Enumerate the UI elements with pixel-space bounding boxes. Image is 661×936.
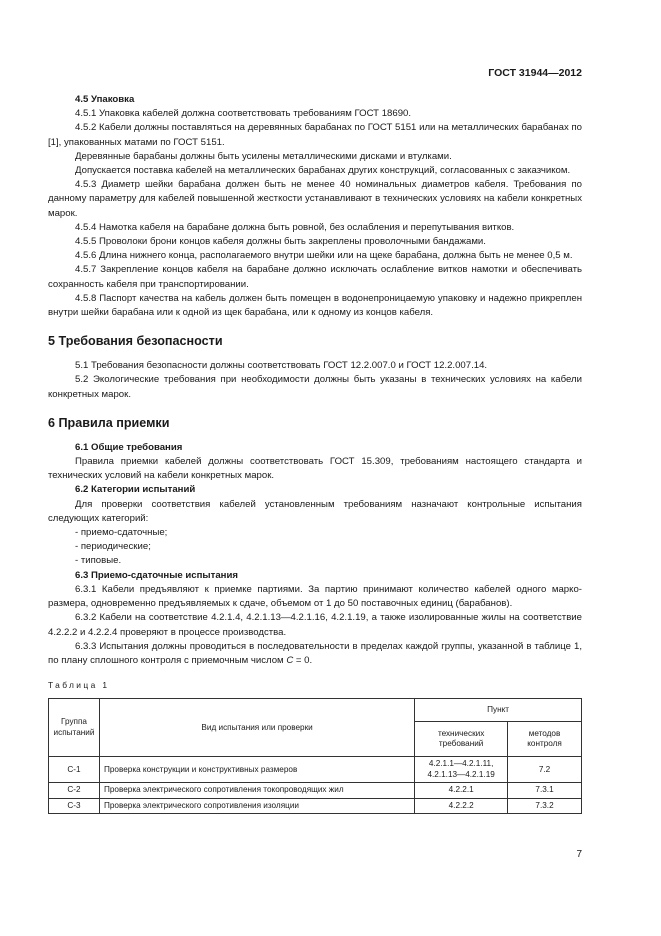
tests-table [48, 698, 582, 814]
paragraph-5-1: 5.1 Требования безопасности должны соответствовать ГОСТ 12.2.007.0 и ГОСТ 12.2.007.14. [75, 360, 488, 372]
section-5-heading: 5 Требования безопасности [48, 334, 223, 349]
paragraph-4-5-6: 4.5.6 Длина нижнего конца, располагаемого внутри шейки или на щеке барабана, должна быть не менее 0,5 м. [75, 250, 573, 262]
cell-method: 7.3.2 [508, 798, 582, 814]
cell-group: С-2 [49, 783, 100, 799]
cell-requirements: 4.2.2.1 [415, 783, 508, 799]
table-row [49, 757, 582, 783]
column-header-point: Пункт [415, 699, 582, 722]
cell-test-type: Проверка электрического сопротивления изоляции [99, 798, 414, 814]
table-caption: Таблица 1 [48, 680, 110, 691]
page-content [48, 93, 582, 814]
cell-requirements: 4.2.1.1—4.2.1.11, 4.2.1.13—4.2.1.19 [415, 757, 508, 783]
paragraph-drums-other: Допускается поставка кабелей на металлических барабанах других конструкций, согласованных с заказчиком. [75, 165, 571, 177]
paragraph-5-2: 5.2 Экологические требования при необходимости должны быть указаны в технических условиях на кабели конкретных марок. [48, 374, 582, 400]
standard-designation: ГОСТ 31944—2012 [488, 67, 582, 79]
list-item: - периодические; [75, 541, 151, 553]
cell-test-type: Проверка электрического сопротивления токопроводящих жил [99, 783, 414, 799]
cell-test-type: Проверка конструкции и конструктивных размеров [99, 757, 414, 783]
paragraph-4-5-1: 4.5.1 Упаковка кабелей должна соответствовать требованиям ГОСТ 18690. [75, 108, 412, 120]
column-header-requirements: технических требований [415, 722, 508, 757]
acceptance-number-symbol: C [286, 654, 294, 666]
paragraph-4-5-2: 4.5.2 Кабели должны поставляться на деревянных барабанах по ГОСТ 5151 или на металлических барабанах по [1], упакованных матами по ГОСТ 5151. [48, 122, 582, 148]
table-row [49, 798, 582, 814]
paragraph-6-2: Для проверки соответствия кабелей установленным требованиям назначают контрольные испытания следующих категорий: [48, 498, 582, 524]
paragraph-6-3-3-end: = 0. [293, 654, 313, 666]
paragraph-4-5-3: 4.5.3 Диаметр шейки барабана должен быть не менее 40 номинальных диаметров кабеля. Требования по данному параметру для кабелей повышенной жесткости устанавливают в технических условиях на кабели конкретных марок. [48, 179, 582, 219]
section-6-1-heading: 6.1 Общие требования [75, 441, 183, 453]
paragraph-6-1: Правила приемки кабелей должны соответствовать ГОСТ 15.309, требованиям настоящего стандарта и технических условий на кабели конкретных марок. [48, 456, 582, 482]
list-item: - приемо-сдаточные; [75, 527, 168, 539]
column-header-group: Группа испытаний [49, 699, 100, 757]
paragraph-drums-reinforced: Деревянные барабаны должны быть усилены металлическими дисками и втулками. [75, 150, 452, 162]
section-6-3-heading: 6.3 Приемо-сдаточные испытания [75, 569, 238, 581]
cell-method: 7.2 [508, 757, 582, 783]
section-6-heading: 6 Правила приемки [48, 415, 170, 430]
paragraph-4-5-4: 4.5.4 Намотка кабеля на барабане должна быть ровной, без ослабления и перепутывания витков. [75, 221, 515, 233]
column-header-methods: методов контроля [508, 722, 582, 757]
cell-method: 7.3.1 [508, 783, 582, 799]
column-header-test-type: Вид испытания или проверки [99, 699, 414, 757]
list-item: - типовые. [75, 555, 122, 567]
paragraph-4-5-7: 4.5.7 Закрепление концов кабеля на барабане должно исключать ослабление витков намотки и обеспечивать сохранность кабеля при транспортировании. [48, 264, 582, 290]
paragraph-4-5-5: 4.5.5 Проволоки брони концов кабеля должны быть закреплены проволочными бандажами. [75, 236, 486, 248]
paragraph-6-3-3-text: 6.3.3 Испытания должны проводиться в последовательности в пределах каждой группы, указанной в таблице 1, по плану сплошного контроля с приемочным числом [48, 640, 582, 666]
table-row [49, 783, 582, 799]
paragraph-6-3-3 [48, 640, 582, 668]
paragraph-4-5-8: 4.5.8 Паспорт качества на кабель должен быть помещен в водонепроницаемую упаковку и надежно прикреплен внутри шейки барабана или к одной из щек барабана, или к одному из концов кабеля. [48, 292, 582, 319]
cell-group: С-3 [49, 798, 100, 814]
cell-requirements: 4.2.2.2 [415, 798, 508, 814]
cell-group: С-1 [49, 757, 100, 783]
section-4-5-heading: 4.5 Упаковка [75, 94, 135, 105]
paragraph-6-3-1: 6.3.1 Кабели предъявляют к приемке партиями. За партию принимают количество кабелей одного маркоразмера, одновременно предъявляемых к сдаче, объемом от 1 до 50 поставочных единиц (барабанов). [48, 583, 582, 610]
page-number: 7 [576, 849, 582, 860]
paragraph-6-3-2: 6.3.2 Кабели на соответствие 4.2.1.4, 4.2.1.13—4.2.1.16, 4.2.1.19, а также изолированные жилы на соответствие 4.2.2.2 и 4.2.2.4 проверяют в процессе производства. [48, 612, 582, 638]
section-6-2-heading: 6.2 Категории испытаний [75, 484, 196, 496]
